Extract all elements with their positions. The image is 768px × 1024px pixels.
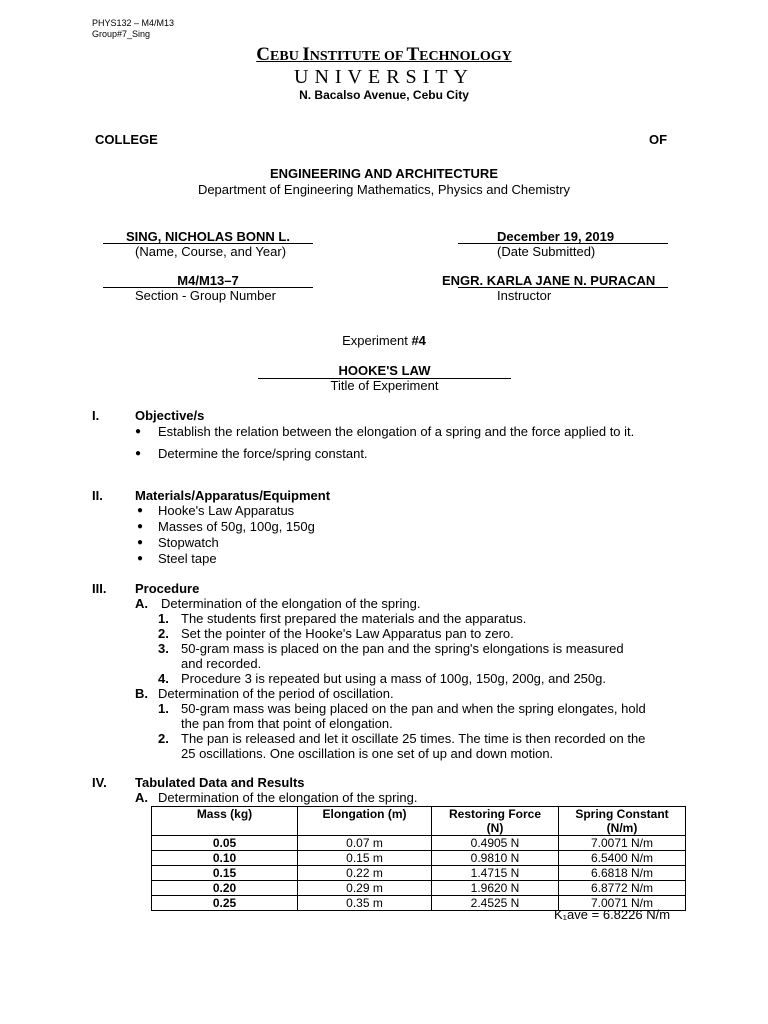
objective-item: Establish the relation between the elongation of a spring and the force applied to it. bbox=[158, 424, 635, 439]
constant-cell: 6.6818 N/m bbox=[559, 866, 686, 881]
procedure-b-text: Determination of the period of oscillation. bbox=[158, 686, 394, 701]
instructor-name: ENGR. KARLA JANE N. PURACAN bbox=[442, 273, 656, 288]
step-text: 50-gram mass was being placed on the pan and when the spring elongates, hold bbox=[181, 701, 646, 716]
table-row bbox=[152, 881, 686, 896]
experiment-title: HOOKE'S LAW bbox=[338, 363, 431, 378]
bullet-icon: ● bbox=[137, 505, 144, 516]
date-label: (Date Submitted) bbox=[497, 244, 596, 259]
material-item: Steel tape bbox=[158, 551, 217, 566]
section-1-heading: Objective/s bbox=[135, 408, 205, 423]
step-number: 1. bbox=[158, 611, 169, 626]
step-text-continued: the pan from that point of elongation. bbox=[181, 716, 393, 731]
section-4-heading: Tabulated Data and Results bbox=[135, 775, 305, 790]
step-number: 3. bbox=[158, 641, 169, 656]
average-spring-constant: K₁ave = 6.8226 N/m bbox=[554, 907, 671, 922]
procedure-a-text: Determination of the elongation of the spring. bbox=[161, 596, 421, 611]
elongation-cell: 0.29 m bbox=[298, 881, 432, 896]
mass-cell: 0.15 bbox=[152, 866, 298, 881]
step-text-continued: 25 oscillations. One oscillation is one set of up and down motion. bbox=[181, 746, 554, 761]
mass-cell: 0.10 bbox=[152, 851, 298, 866]
force-cell: 0.4905 N bbox=[432, 836, 559, 851]
constant-cell: 7.0071 N/m bbox=[559, 896, 686, 911]
constant-cell: 6.5400 N/m bbox=[559, 851, 686, 866]
column-header: Spring Constant (N/m) bbox=[559, 807, 686, 836]
college-left: COLLEGE bbox=[95, 132, 158, 147]
step-text: 50-gram mass is placed on the pan and the spring's elongations is measured bbox=[181, 641, 624, 656]
mass-cell: 0.25 bbox=[152, 896, 298, 911]
step-text-continued: and recorded. bbox=[181, 656, 262, 671]
student-name: SING, NICHOLAS BONN L. bbox=[126, 229, 290, 244]
student-label: (Name, Course, and Year) bbox=[135, 244, 287, 259]
bullet-icon: ● bbox=[137, 521, 144, 532]
date-submitted: December 19, 2019 bbox=[497, 229, 615, 244]
table-row bbox=[152, 836, 686, 851]
title-label: Title of Experiment bbox=[330, 378, 439, 393]
step-text: The students first prepared the materials and the apparatus. bbox=[181, 611, 527, 626]
constant-cell: 7.0071 N/m bbox=[559, 836, 686, 851]
section-4-number: IV. bbox=[92, 775, 107, 790]
mass-cell: 0.05 bbox=[152, 836, 298, 851]
procedure-a-label: A. bbox=[135, 596, 148, 611]
university-name: UNIVERSITY bbox=[294, 66, 474, 88]
section-group: M4/M13–7 bbox=[177, 273, 239, 288]
step-number: 2. bbox=[158, 731, 169, 746]
table-header-row bbox=[152, 807, 686, 836]
column-header: Mass (kg) bbox=[152, 807, 298, 836]
department: Department of Engineering Mathematics, Physics and Chemistry bbox=[197, 182, 571, 197]
step-number: 4. bbox=[158, 671, 169, 686]
course-code: PHYS132 – M4/M13 bbox=[92, 18, 175, 28]
college-right: OF bbox=[649, 132, 668, 147]
bullet-icon: ● bbox=[135, 426, 142, 437]
column-header: Elongation (m) bbox=[298, 807, 432, 836]
step-text: Set the pointer of the Hooke's Law Apparatus pan to zero. bbox=[181, 626, 514, 641]
material-item: Hooke's Law Apparatus bbox=[158, 503, 295, 518]
step-text: Procedure 3 is repeated but using a mass of 100g, 150g, 200g, and 250g. bbox=[181, 671, 606, 686]
results-a-label: A. bbox=[135, 790, 148, 805]
procedure-b-label: B. bbox=[135, 686, 148, 701]
material-item: Masses of 50g, 100g, 150g bbox=[158, 519, 315, 534]
results-a-text: Determination of the elongation of the spring. bbox=[158, 790, 418, 805]
section-3-heading: Procedure bbox=[135, 581, 200, 596]
instructor-underline bbox=[458, 287, 668, 288]
college-name: ENGINEERING AND ARCHITECTURE bbox=[270, 166, 498, 181]
step-text: The pan is released and let it oscillate 25 times. The time is then recorded on the bbox=[181, 731, 646, 746]
step-number: 2. bbox=[158, 626, 169, 641]
instructor-label: Instructor bbox=[497, 288, 552, 303]
group-code: Group#7_Sing bbox=[92, 29, 151, 39]
section-2-heading: Materials/Apparatus/Equipment bbox=[135, 488, 331, 503]
elongation-cell: 0.22 m bbox=[298, 866, 432, 881]
step-number: 1. bbox=[158, 701, 169, 716]
table-row bbox=[152, 866, 686, 881]
elongation-cell: 0.15 m bbox=[298, 851, 432, 866]
section-3-number: III. bbox=[92, 581, 107, 596]
institution-name: CEBU INSTITUTE OF TECHNOLOGY bbox=[256, 44, 512, 65]
bullet-icon: ● bbox=[137, 553, 144, 564]
force-cell: 1.4715 N bbox=[432, 866, 559, 881]
force-cell: 2.4525 N bbox=[432, 896, 559, 911]
section-label: Section - Group Number bbox=[135, 288, 276, 303]
bullet-icon: ● bbox=[137, 537, 144, 548]
mass-cell: 0.20 bbox=[152, 881, 298, 896]
material-item: Stopwatch bbox=[158, 535, 219, 550]
address: N. Bacalso Avenue, Cebu City bbox=[299, 88, 469, 102]
elongation-cell: 0.35 m bbox=[298, 896, 432, 911]
bullet-icon: ● bbox=[135, 448, 142, 459]
results-table bbox=[151, 806, 686, 911]
force-cell: 0.9810 N bbox=[432, 851, 559, 866]
constant-cell: 6.8772 N/m bbox=[559, 881, 686, 896]
section-2-number: II. bbox=[92, 488, 103, 503]
objective-item: Determine the force/spring constant. bbox=[158, 446, 368, 461]
elongation-cell: 0.07 m bbox=[298, 836, 432, 851]
force-cell: 1.9620 N bbox=[432, 881, 559, 896]
experiment-number: Experiment #4 bbox=[342, 333, 426, 348]
table-row bbox=[152, 851, 686, 866]
column-header: Restoring Force (N) bbox=[432, 807, 559, 836]
section-1-number: I. bbox=[92, 408, 100, 423]
